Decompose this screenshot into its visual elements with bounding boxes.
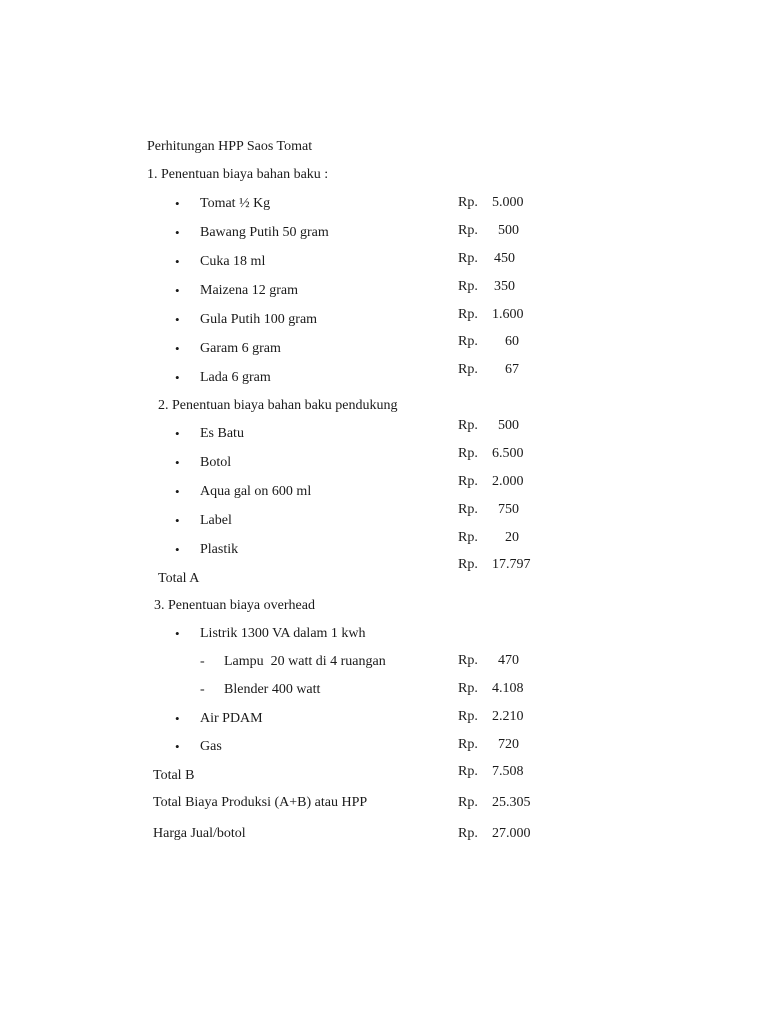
dash-icon: -: [200, 682, 205, 697]
amount: 27.000: [492, 826, 531, 841]
item-label: Tomat ½ Kg: [200, 196, 271, 211]
item-label: Listrik 1300 VA dalam 1 kwh: [200, 626, 366, 641]
item-label: Lada 6 gram: [200, 370, 271, 385]
currency-label: Rp.: [458, 826, 478, 841]
bullet-icon: •: [175, 484, 180, 499]
currency-label: Rp.: [458, 251, 478, 266]
item-value: [458, 418, 519, 434]
amount: 5.000: [492, 195, 524, 210]
amount: 470: [498, 653, 519, 668]
subitem-value: [458, 681, 527, 697]
total-b-value: [458, 764, 527, 780]
currency-label: Rp.: [458, 279, 478, 294]
total-b-label: Total B: [153, 768, 195, 783]
currency-label: Rp.: [458, 530, 478, 545]
item-value: [458, 709, 527, 725]
item-label: Bawang Putih 50 gram: [200, 225, 329, 240]
bullet-icon: •: [175, 370, 180, 385]
amount: 17.797: [492, 557, 531, 572]
currency-label: Rp.: [458, 474, 478, 489]
bullet-icon: •: [175, 341, 180, 356]
item-label: Plastik: [200, 542, 239, 557]
currency-label: Rp.: [458, 653, 478, 668]
amount: 4.108: [492, 681, 524, 696]
total-a-value: [458, 557, 531, 573]
currency-label: Rp.: [458, 223, 478, 238]
section2-heading: 2. Penentuan biaya bahan baku pendukung: [158, 398, 398, 413]
bullet-icon: •: [175, 426, 180, 441]
amount: 25.305: [492, 795, 531, 810]
currency-label: Rp.: [458, 737, 478, 752]
currency-label: Rp.: [458, 557, 478, 572]
subitem-label: Lampu 20 watt di 4 ruangan: [224, 654, 386, 669]
item-label: Aqua gal on 600 ml: [200, 484, 312, 499]
item-label: Garam 6 gram: [200, 341, 281, 356]
bullet-icon: •: [175, 254, 180, 269]
currency-label: Rp.: [458, 709, 478, 724]
section3-heading: 3. Penentuan biaya overhead: [154, 598, 315, 613]
dash-icon: -: [200, 654, 205, 669]
item-value: [458, 446, 527, 462]
amount: 2.000: [492, 474, 524, 489]
bullet-icon: •: [175, 312, 180, 327]
subitem-value: [458, 653, 519, 669]
section1-heading: 1. Penentuan biaya bahan baku :: [147, 167, 329, 182]
currency-label: Rp.: [458, 502, 478, 517]
item-value: [458, 307, 527, 323]
item-label: Maizena 12 gram: [200, 283, 298, 298]
currency-label: Rp.: [458, 764, 478, 779]
bullet-icon: •: [175, 711, 180, 726]
item-value: [458, 502, 519, 518]
bullet-icon: •: [175, 513, 180, 528]
item-label: Botol: [200, 455, 232, 470]
amount: 2.210: [492, 709, 524, 724]
currency-label: Rp.: [458, 418, 478, 433]
item-label: Label: [200, 513, 232, 528]
item-value: [458, 334, 519, 350]
item-label: Gula Putih 100 gram: [200, 312, 318, 327]
bullet-icon: •: [175, 739, 180, 754]
amount: 6.500: [492, 446, 524, 461]
item-label: Cuka 18 ml: [200, 254, 266, 269]
harga-jual-label: Harga Jual/botol: [153, 826, 246, 841]
bullet-icon: •: [175, 283, 180, 298]
amount: 450: [494, 251, 515, 266]
currency-label: Rp.: [458, 195, 478, 210]
bullet-icon: •: [175, 455, 180, 470]
item-value: [458, 223, 519, 239]
amount: 1.600: [492, 307, 524, 322]
item-label: Air PDAM: [200, 711, 263, 726]
subitem-label: Blender 400 watt: [224, 682, 321, 697]
item-value: [458, 362, 519, 378]
currency-label: Rp.: [458, 362, 478, 377]
amount: 67: [505, 362, 519, 377]
item-value: [458, 195, 527, 211]
harga-jual-value: [458, 826, 531, 842]
currency-label: Rp.: [458, 307, 478, 322]
item-value: [458, 279, 515, 295]
item-value: [458, 474, 527, 490]
total-a-label: Total A: [158, 571, 200, 586]
amount: 7.508: [492, 764, 524, 779]
currency-label: Rp.: [458, 334, 478, 349]
currency-label: Rp.: [458, 446, 478, 461]
amount: 500: [498, 418, 519, 433]
amount: 60: [505, 334, 519, 349]
total-produksi-value: [458, 795, 531, 811]
currency-label: Rp.: [458, 795, 478, 810]
item-value: [458, 737, 519, 753]
bullet-icon: •: [175, 542, 180, 557]
item-value: [458, 251, 515, 267]
bullet-icon: •: [175, 196, 180, 211]
item-value: [458, 530, 519, 546]
bullet-icon: •: [175, 626, 180, 641]
total-produksi-label: Total Biaya Produksi (A+B) atau HPP: [153, 795, 368, 810]
amount: 350: [494, 279, 515, 294]
amount: 500: [498, 223, 519, 238]
amount: 750: [498, 502, 519, 517]
amount: 20: [505, 530, 519, 545]
item-label: Es Batu: [200, 426, 244, 441]
item-label: Gas: [200, 739, 222, 754]
currency-label: Rp.: [458, 681, 478, 696]
amount: 720: [498, 737, 519, 752]
page-title: Perhitungan HPP Saos Tomat: [147, 139, 313, 154]
bullet-icon: •: [175, 225, 180, 240]
